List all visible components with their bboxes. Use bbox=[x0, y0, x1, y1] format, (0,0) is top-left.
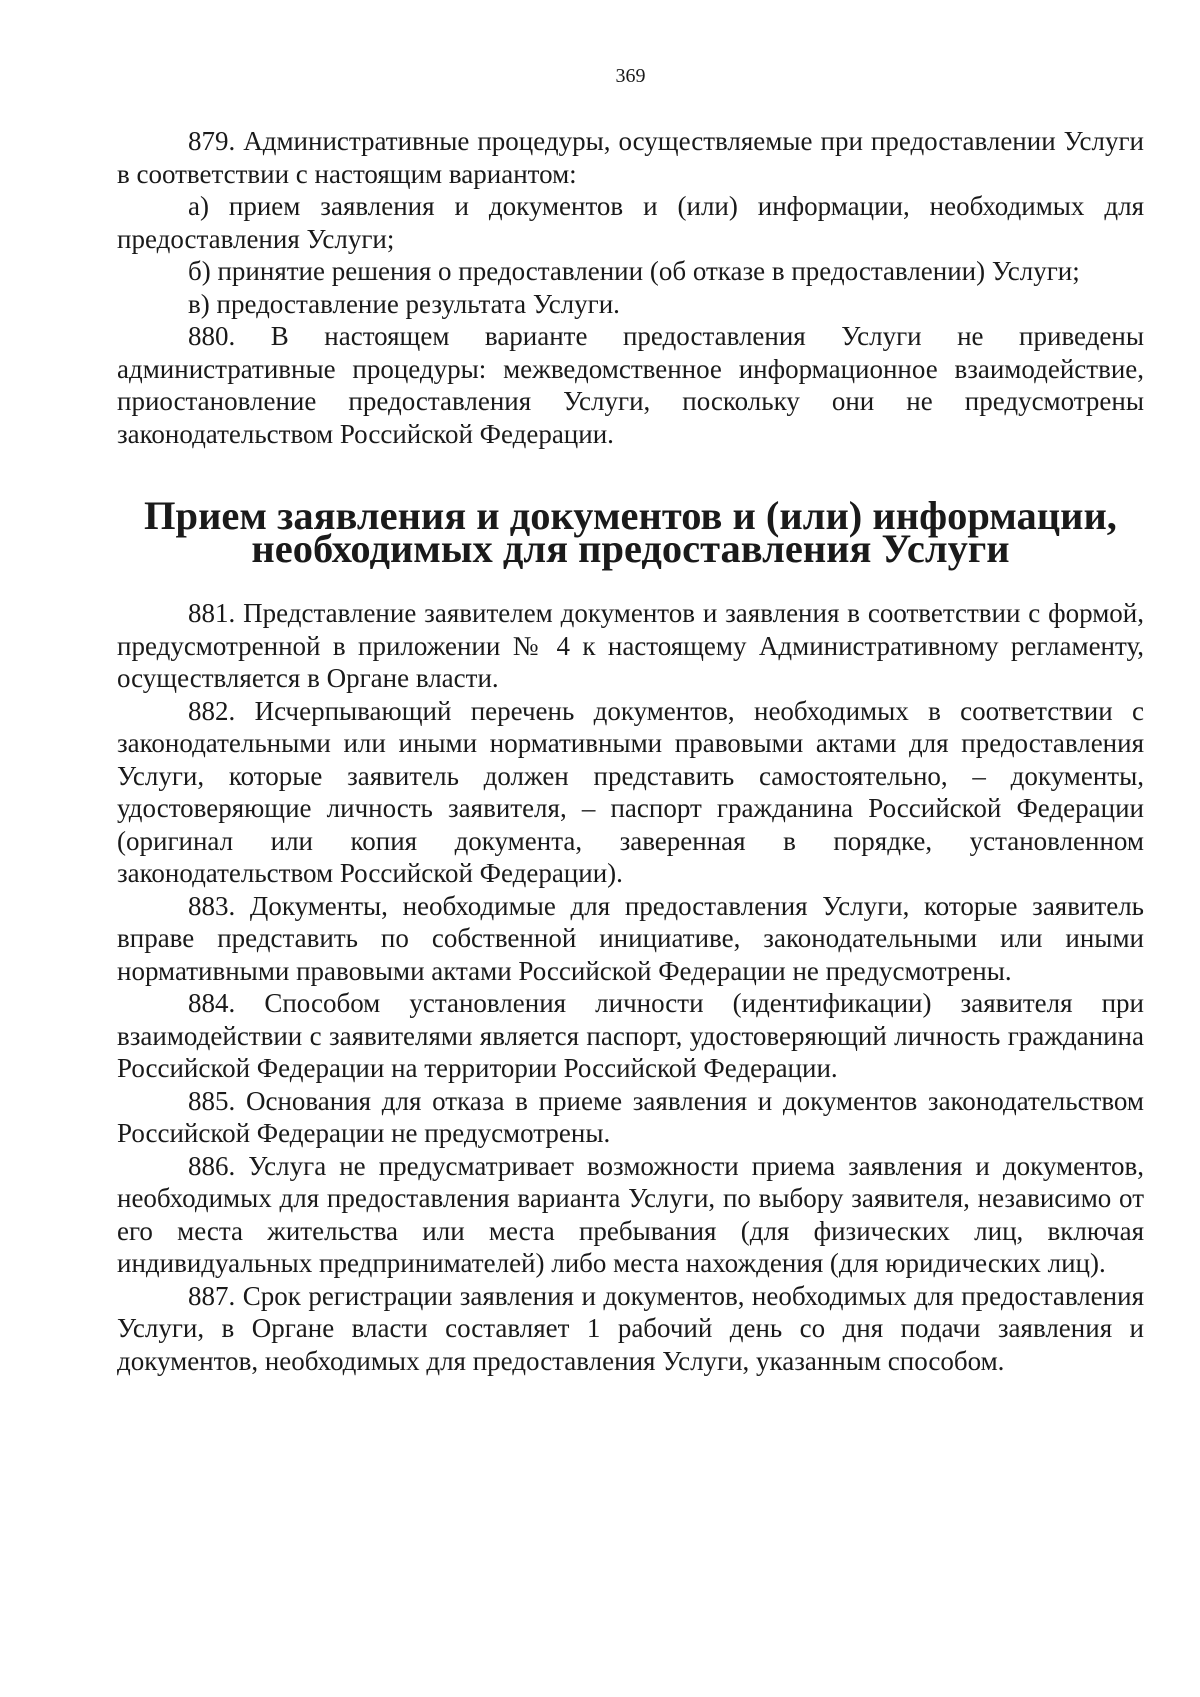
section-heading: Прием заявления и документов и (или) информации, необходимых для предоставления Услуги bbox=[144, 493, 1117, 571]
page-number: 369 bbox=[615, 65, 646, 87]
list-item-b: б) принятие решения о предоставлении (об отказе в предоставлении) Услуги; bbox=[188, 256, 1080, 286]
paragraph-879: 879. Административные процедуры, осуществляемые при предоставлении Услуги в соответствии с настоящим вариантом: bbox=[117, 126, 1144, 189]
paragraph-884: 884. Способом установления личности (идентификации) заявителя при взаимодействии с заявителями является паспорт, удостоверяющий личность гражданина Российской Федерации на территории Российской Федерации. bbox=[117, 988, 1144, 1083]
paragraph-883: 883. Документы, необходимые для предоставления Услуги, которые заявитель вправе представить по собственной инициативе, законодательными или иными нормативными правовыми актами Российской Федерации не предусмотрены. bbox=[117, 890, 1144, 986]
list-item-a: а) прием заявления и документов и (или) информации, необходимых для предоставления Услуги; bbox=[117, 191, 1144, 254]
paragraph-882: 882. Исчерпывающий перечень документов, необходимых в соответствии с законодательными или иными нормативными правовыми актами для предоставления Услуги, которые заявитель должен представить самостоятельно, – документы, удостоверяющие личность заявителя, – паспорт гражданина Российской Федерации (оригинал или копия документа, заверенная в порядке, установленном законодательством Российской Федерации). bbox=[117, 695, 1144, 888]
paragraph-887: 887. Срок регистрации заявления и документов, необходимых для предоставления Услуги, в Органе власти составляет 1 рабочий день со дня подачи заявления и документов, необходимых для предоставления Услуги, указанным способом. bbox=[117, 1280, 1144, 1376]
paragraph-886: 886. Услуга не предусматривает возможности приема заявления и документов, необходимых для предоставления варианта Услуги, по выбору заявителя, независимо от его места жительства или места пребывания (для физических лиц, включая индивидуальных предпринимателей) либо места нахождения (для юридических лиц). bbox=[117, 1150, 1144, 1278]
list-item-v: в) предоставление результата Услуги. bbox=[188, 288, 620, 319]
paragraph-880: 880. В настоящем варианте предоставления Услуги не приведены административные процедуры: межведомственное информационное взаимодействие, приостановление предоставления Услуги, поскольку они не предусмотрены законодательством Российской Федерации. bbox=[117, 321, 1144, 449]
paragraph-881: 881. Представление заявителем документов и заявления в соответствии с формой, предусмотренной в приложении № 4 к настоящему Административному регламенту, осуществляется в Органе власти. bbox=[117, 598, 1144, 693]
document-page bbox=[117, 64, 1144, 1377]
paragraph-885: 885. Основания для отказа в приеме заявления и документов законодательством Российской Федерации не предусмотрены. bbox=[117, 1085, 1144, 1148]
